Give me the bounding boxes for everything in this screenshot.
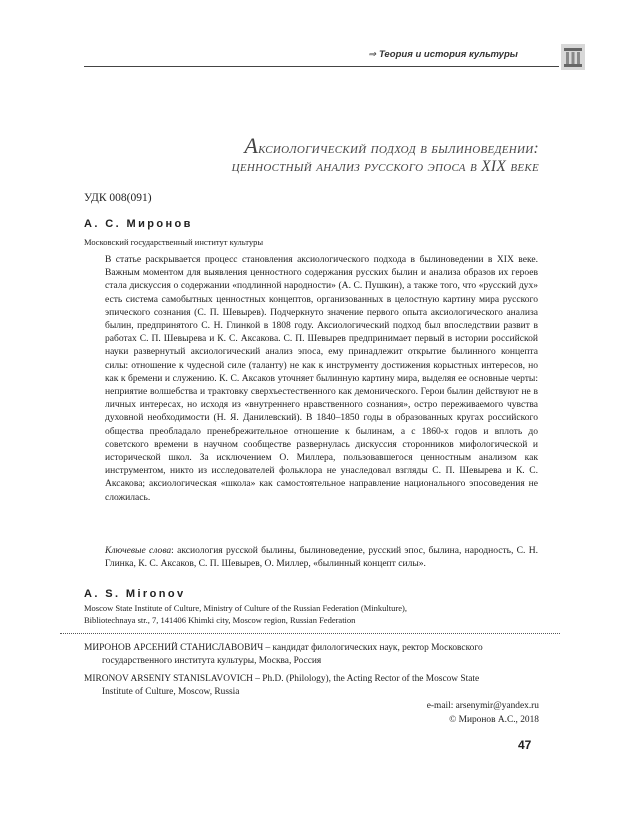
udk-code: УДК 008(091) xyxy=(84,192,152,204)
dotted-divider xyxy=(60,633,560,634)
column-logo-icon xyxy=(561,44,585,70)
author-name-en: A. S. Mironov xyxy=(84,588,186,600)
author-affiliation-en xyxy=(84,603,539,626)
bio-en-line2: Institute of Culture, Moscow, Russia xyxy=(102,687,240,697)
author-affiliation-ru: Московский государственный институт культуры xyxy=(84,237,264,247)
keywords xyxy=(105,544,538,570)
article-title-line1 xyxy=(84,133,539,159)
author-bio-ru xyxy=(84,642,539,668)
affiliation-en-line2: Bibliotechnaya str., 7, 141406 Khimki city, Moscow region, Russian Federation xyxy=(84,614,356,625)
copyright: © Миронов А.С., 2018 xyxy=(449,715,539,725)
abstract-text: В статье раскрывается процесс становления аксиологического подхода в былиноведении в XIX веке. Важным моментом для выявления ценностного содержания русских былин и анализа образов их героев стала дискуссия о содержании «подлинной народности» (А. С. Пушкин), а также того, что «русский дух» есть система самобытных ценностных концептов, организованных в целостную картину мира русского эпического сознания (С. П. Шевырев). Подчеркнуто значение первого опыта аксиологического анализа былин, предпринятого С. Н. Глинкой в 1808 году. Аксиологический подход был впоследствии развит в работах С. П. Шевырева и К. С. Аксакова. С. П. Шевырев предпринимает первый в истории российской науки развернутый аксиологический анализ эпоса, ему принадлежит открытие былинного концепта силы: отношение к чудесной силе (таланту) не как к инструменту достижения корыстных интересов, но как к бремени и служению. К. С. Аксаков уточняет былинную картину мира, выделяя ее основные черты: неприятие волшебства и трактовку сверхъестественного как демонического. Герои былин действуют не в личных интересах, но исходя из «внутреннего нравственного сознания», остро переживаемого чувства духовной необходимости (Н. Я. Данилевский). В 1840–1850 годы в образованных кругах российского общества преобладало пренебрежительное отношение к былинам, а с 1860-х годов и вплоть до советского времени в научном сообществе развернулась дискуссия сторонников мифологической и исторической школ. За исключением О. Миллера, пользовавшегося ценностным анализом как инструментом, никто из исследователей фольклора не унаследовал взгляды С. П. Шевырева и К. С. Аксакова; аксиологическая «школа» как самостоятельное направление национального эпосоведения не сложилась. xyxy=(105,254,538,503)
keywords-text: : аксиология русской былины, былиноведение, русский эпос, былина, народность, С. Н. Глинка, К. С. Аксаков, С. П. Шевырев, О. Миллер, «былинный концепт силы». xyxy=(105,545,538,570)
title-line1-text: ксиологический подход в былиноведении: xyxy=(258,140,539,157)
section-title: Теория и история культуры xyxy=(378,49,518,60)
keywords-label: Ключевые слова xyxy=(105,545,172,556)
page-number: 47 xyxy=(518,738,532,752)
author-bio-en xyxy=(84,673,539,699)
arrow-icon: ⇒ xyxy=(368,49,376,60)
affiliation-en-line1: Moscow State Institute of Culture, Ministry of Culture of the Russian Federation (Minkulture), xyxy=(84,603,407,613)
title-initial: А xyxy=(244,133,259,158)
header-rule xyxy=(84,66,559,67)
author-name-ru: А. С. Миронов xyxy=(84,218,193,230)
bio-ru-line2: государственного института культуры, Москва, Россия xyxy=(102,656,322,666)
bio-ru-line1: МИРОНОВ АРСЕНИЙ СТАНИСЛАВОВИЧ – кандидат филологических наук, ректор Московского xyxy=(84,643,483,653)
author-email[interactable]: e-mail: arsenymir@yandex.ru xyxy=(426,701,539,711)
title-line2-text: ценностный анализ русского эпоса в XIX веке xyxy=(231,158,539,175)
running-header xyxy=(368,49,518,60)
article-title-line2 xyxy=(84,158,539,176)
bio-en-line1: MIRONOV ARSENIY STANISLAVOVICH – Ph.D. (Philology), the Acting Rector of the Moscow State xyxy=(84,674,480,684)
